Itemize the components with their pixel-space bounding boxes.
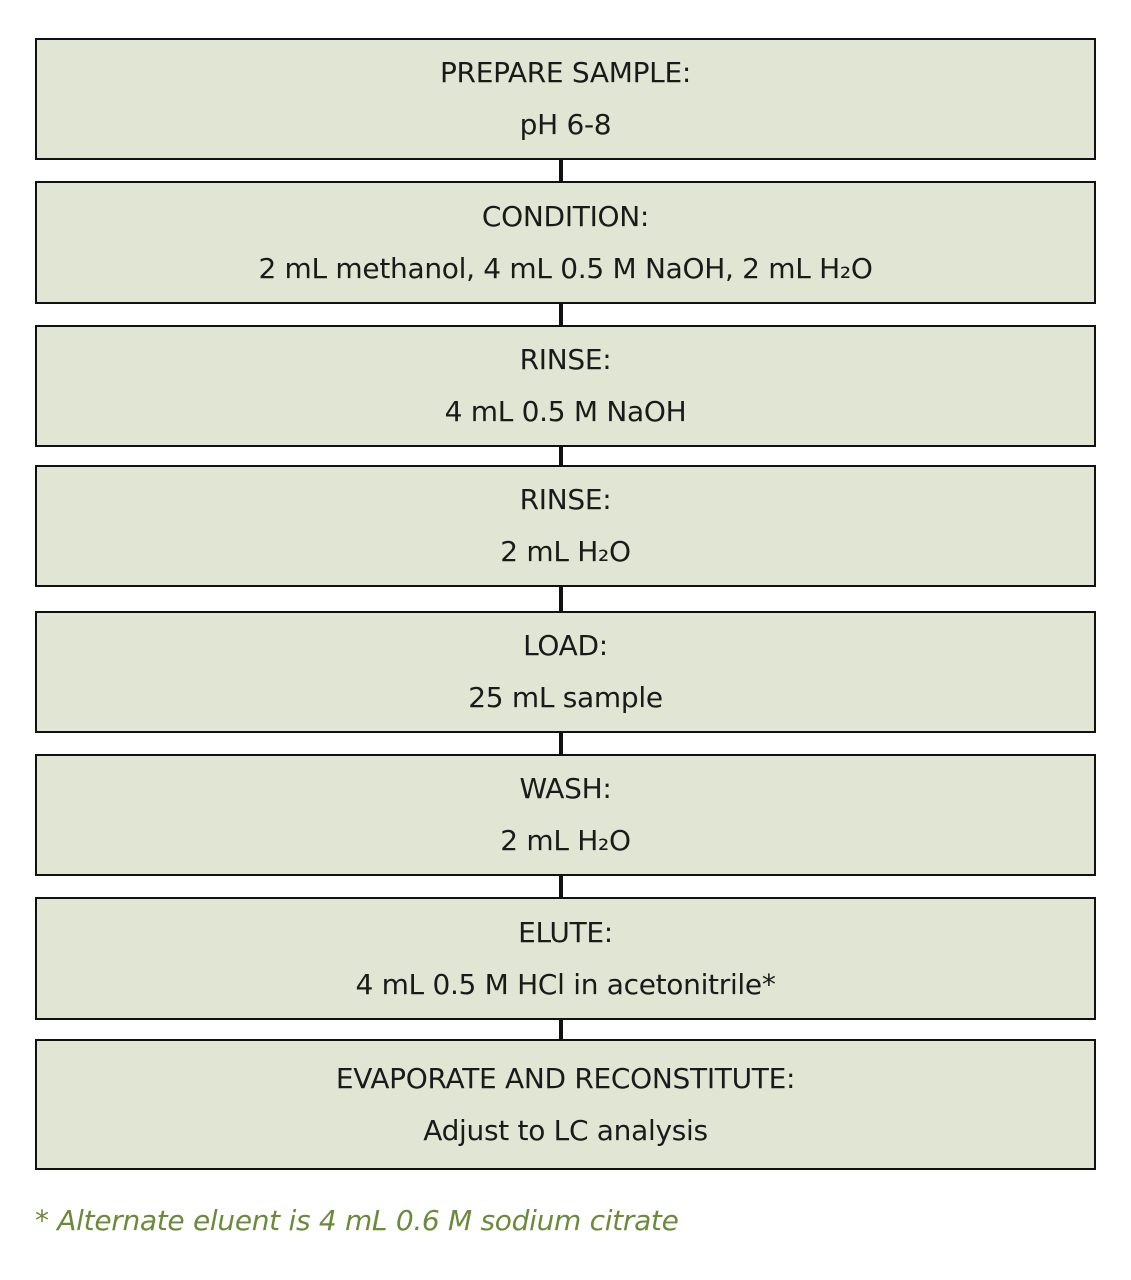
step-title: CONDITION: — [481, 199, 650, 233]
footnote: * Alternate eluent is 4 mL 0.6 M sodium citrate — [35, 1204, 679, 1237]
step-detail: 2 mL H₂O — [500, 535, 631, 568]
step-detail: pH 6-8 — [519, 108, 612, 141]
connector-line — [559, 876, 563, 897]
step-box-condition — [35, 181, 1096, 304]
step-box-elute — [35, 897, 1096, 1020]
step-detail: Adjust to LC analysis — [423, 1113, 708, 1147]
step-box-load — [35, 611, 1096, 733]
connector-line — [559, 304, 563, 325]
step-box-wash — [35, 754, 1096, 876]
step-title: WASH: — [519, 772, 612, 805]
step-box-evaporate-reconstitute — [35, 1039, 1096, 1170]
connector-line — [559, 587, 563, 611]
step-title: RINSE: — [519, 483, 612, 516]
connector-line — [559, 733, 563, 754]
step-box-prepare-sample — [35, 38, 1096, 160]
step-title: EVAPORATE AND RECONSTITUTE: — [335, 1061, 796, 1095]
step-title: ELUTE: — [518, 915, 613, 949]
connector-line — [559, 160, 563, 181]
step-title: LOAD: — [523, 629, 608, 662]
connector-line — [559, 1020, 563, 1039]
step-title: RINSE: — [519, 343, 612, 376]
step-detail: 4 mL 0.5 M NaOH — [444, 395, 687, 428]
step-box-rinse-naoh — [35, 325, 1096, 447]
step-detail: 2 mL methanol, 4 mL 0.5 M NaOH, 2 mL H₂O — [258, 251, 873, 285]
step-title: PREPARE SAMPLE: — [439, 56, 692, 89]
step-detail: 4 mL 0.5 M HCl in acetonitrile* — [355, 967, 776, 1001]
step-detail: 2 mL H₂O — [500, 824, 631, 857]
step-box-rinse-water — [35, 465, 1096, 587]
connector-line — [559, 447, 563, 465]
step-detail: 25 mL sample — [468, 681, 663, 714]
